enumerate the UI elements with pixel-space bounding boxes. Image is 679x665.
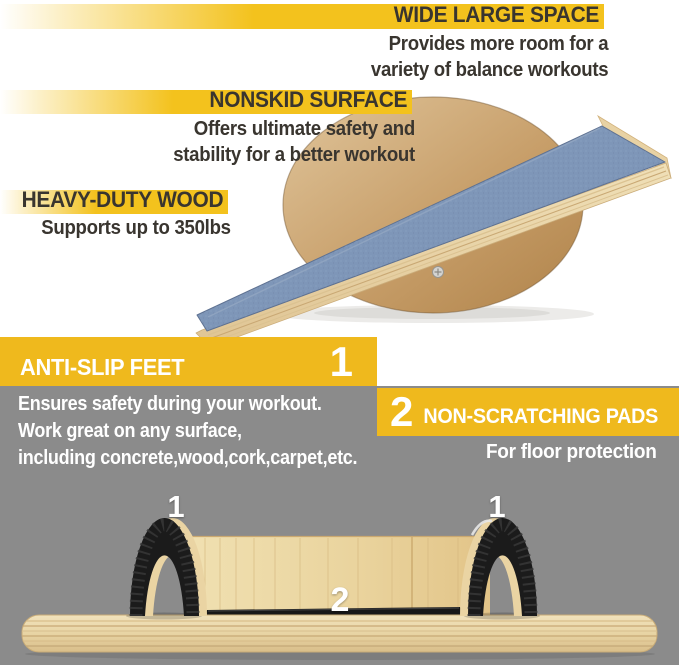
feature-desc-nonskid-surface xyxy=(173,116,415,168)
feature-bar-heavy-duty-wood xyxy=(0,187,228,214)
screw xyxy=(433,267,444,278)
feature-desc-wide-large-space xyxy=(371,31,608,83)
anti-slip-feet-title: ANTI-SLIP FEET xyxy=(20,354,185,380)
anti-slip-desc-line: Ensures safety during your workout. xyxy=(18,393,322,415)
anti-slip-feet-band xyxy=(0,337,377,386)
feature-desc-line: Offers ultimate safety and xyxy=(193,118,415,140)
left-arch-anti-slip-tread xyxy=(130,518,207,616)
feature-desc-line: Supports up to 350lbs xyxy=(41,217,231,239)
feature-desc-line: stability for a better workout xyxy=(173,144,415,166)
balance-board-bottom-photo xyxy=(0,465,679,665)
feature-title-wide-large-space: WIDE LARGE SPACE xyxy=(393,2,599,27)
deck-edge xyxy=(22,615,657,652)
feature-bar-nonskid-surface xyxy=(0,87,412,114)
anti-slip-desc-line: Work great on any surface, xyxy=(18,420,242,442)
feature-bar-wide-large-space xyxy=(0,4,604,29)
non-scratching-pads-number: 2 xyxy=(390,388,414,435)
non-scratching-pads-description: For floor protection xyxy=(486,441,657,463)
anti-slip-feet-description xyxy=(18,391,357,472)
photo-label-anti-slip-left: 1 xyxy=(167,489,185,524)
photo-label-anti-slip-right: 1 xyxy=(488,489,506,524)
right-arch-anti-slip-tread xyxy=(460,518,537,616)
feature-title-heavy-duty-wood: HEAVY-DUTY WOOD xyxy=(21,187,223,212)
anti-slip-feet-number: 1 xyxy=(329,338,353,385)
non-scratching-pads-band xyxy=(377,388,679,436)
feature-title-nonskid-surface: NONSKID SURFACE xyxy=(209,87,407,112)
feature-desc-line: Provides more room for a xyxy=(388,33,608,55)
anti-slip-desc-line: including concrete,wood,cork,carpet,etc. xyxy=(18,447,358,469)
feature-desc-heavy-duty-wood xyxy=(42,215,231,241)
photo-label-non-scratching-pad: 2 xyxy=(330,581,350,619)
non-scratching-pads-title: NON-SCRATCHING PADS xyxy=(423,404,658,428)
feature-desc-line: variety of balance workouts xyxy=(370,59,608,81)
